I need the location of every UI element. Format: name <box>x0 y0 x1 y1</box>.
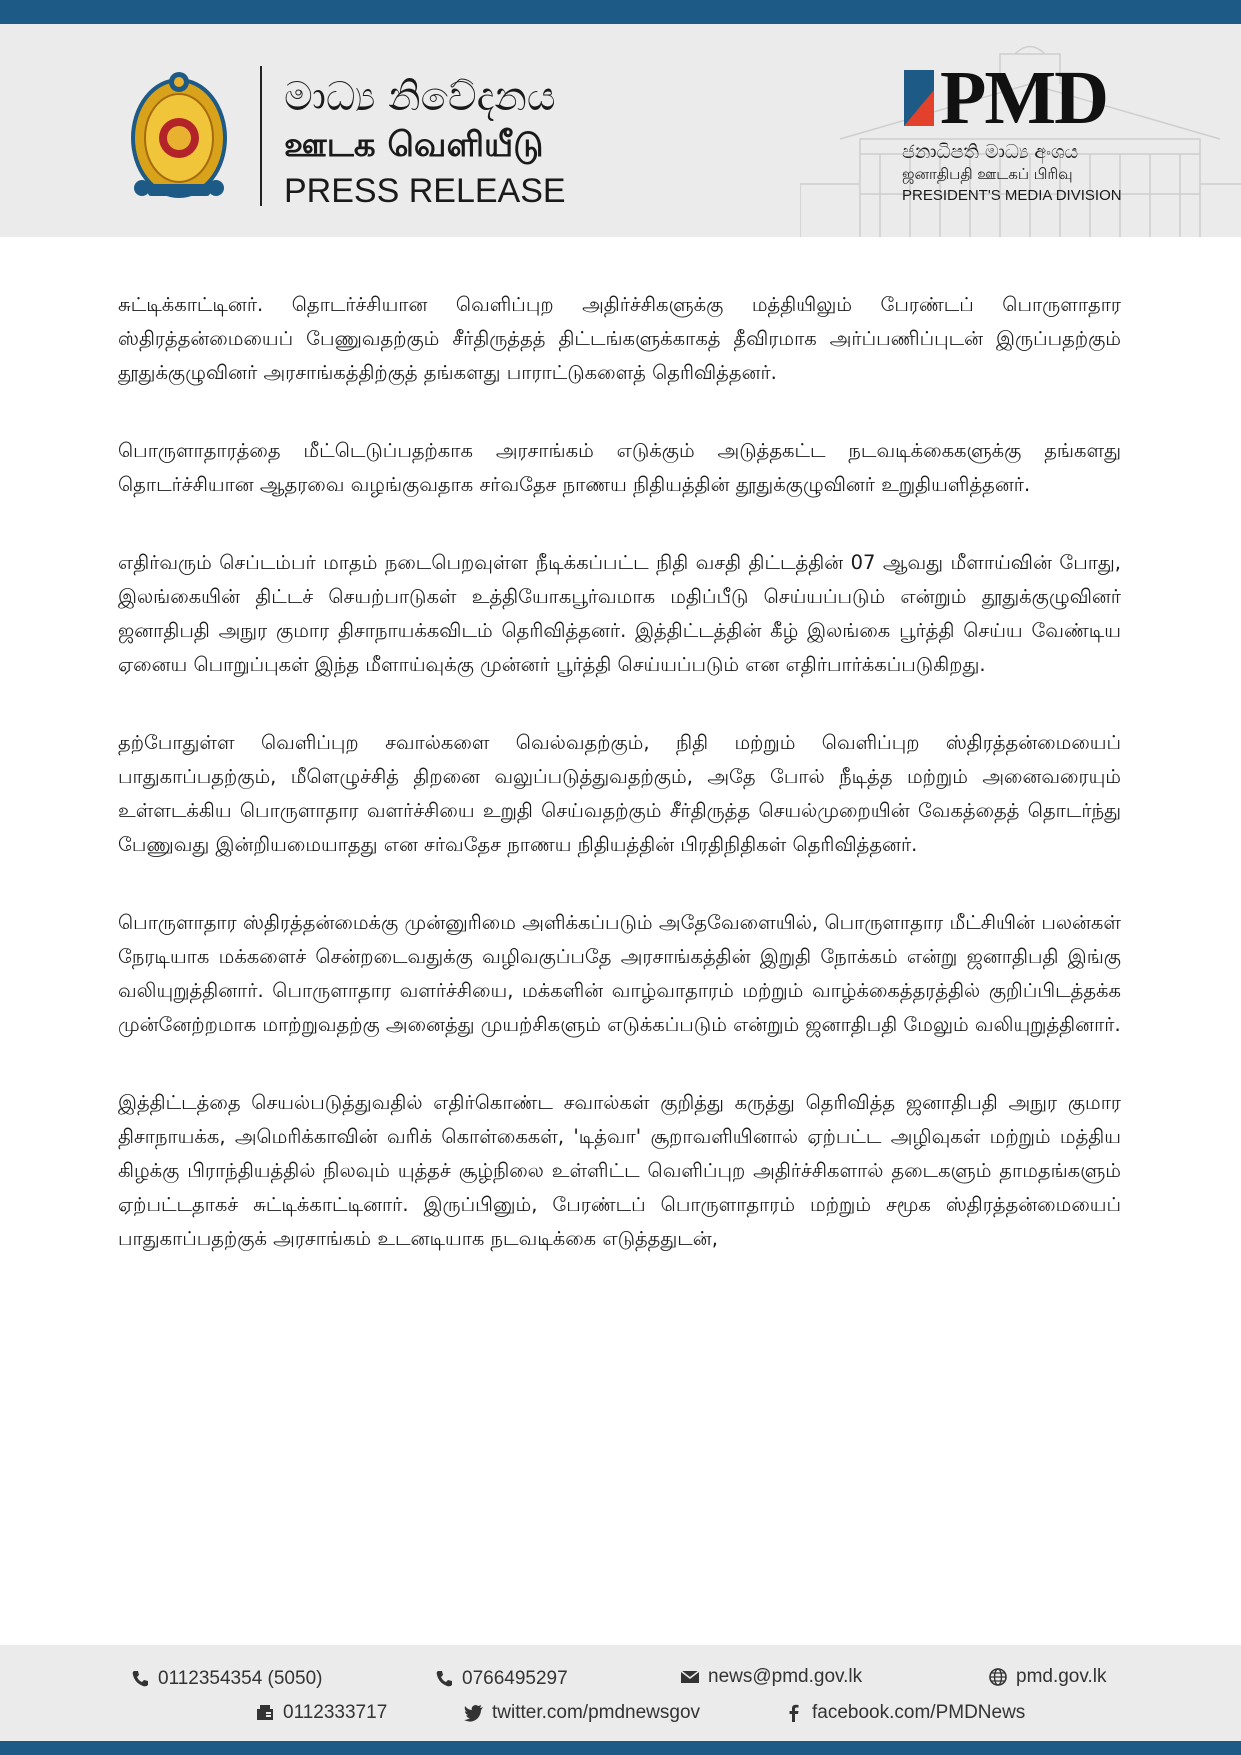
phone-icon <box>434 1669 454 1689</box>
fax-text: 0112333717 <box>283 1702 388 1723</box>
title-tamil: ஊடக வெளியீடு <box>284 125 544 165</box>
contact-phone-1 <box>130 1668 322 1690</box>
mail-icon <box>680 1667 700 1687</box>
body-paragraph: பொருளாதாரத்தை மீட்டெடுப்பதற்காக அரசாங்கம் எடுக்கும் அடுத்தகட்ட நடவடிக்கைகளுக்கு தங்களது தொடர்ச்சியான ஆதரவை வழங்குவதாக சர்வதேச நாணய நிதியத்தின் தூதுக்குழுவினர் உறுதியளித்தனர். <box>118 439 1121 496</box>
phone-1-text: 0112354354 (5050) <box>158 1668 323 1689</box>
contact-footer <box>0 1645 1241 1741</box>
fax-icon <box>255 1703 275 1723</box>
body-paragraph: எதிர்வரும் செப்டம்பர் மாதம் நடைபெறவுள்ள நீடிக்கப்பட்ட நிதி வசதி திட்டத்தின் 07 ஆவது மீளாய்வின் போது, இலங்கையின் திட்டச் செயற்பாடுகள் உத்தியோகபூர்வமாக மதிப்பீடு செய்யப்படும் என்றும் தூதுக்குழுவினர் ஜனாதிபதி அநுர குமார திசாநாயக்கவிடம் தெரிவித்தனர். இத்திட்டத்தின் கீழ் இலங்கை பூர்த்தி செய்ய வேண்டிய ஏனைய பொறுப்புகள் இந்த மீளாய்வுக்கு முன்னர் பூர்த்தி செய்யப்படும் என எதிர்பார்க்கப்படுகிறது. <box>118 551 1121 676</box>
bottom-accent-bar <box>0 1741 1241 1755</box>
division-sinhala: ජනාධිපති මාධ්‍ය අංශය <box>902 141 1079 163</box>
body-paragraph: பொருளாதார ஸ்திரத்தன்மைக்கு முன்னுரிமை அளிக்கப்படும் அதேவேளையில், பொருளாதார மீட்சியின் பலன்கள் நேரடியாக மக்களைச் சென்றடைவதுக்கு வழிவகுப்பதே அரசாங்கத்தின் இறுதி நோக்கம் என்று ஜனாதிபதி இங்கு வலியுறுத்தினார். பொருளாதார வளர்ச்சியை, மக்களின் வாழ்வாதாரம் மற்றும் வாழ்க்கைத்தரத்தில் குறிப்பிடத்தக்க முன்னேற்றமாக மாற்றுவதற்கு அனைத்து முயற்சிகளும் எடுக்கப்படும் என்றும் ஜனாதிபதி மேலும் வலியுறுத்தினார். <box>118 911 1121 1036</box>
division-name <box>902 140 1122 206</box>
body-paragraph: தற்போதுள்ள வெளிப்புற சவால்களை வெல்வதற்கும், நிதி மற்றும் வெளிப்புற ஸ்திரத்தன்மையைப் பாதுகாப்பதற்கும், மீளெழுச்சித் திறனை வலுப்படுத்துவதற்கும், அதே போல் நீடித்த மற்றும் அனைவரையும் உள்ளடக்கிய பொருளாதார வளர்ச்சியை உறுதி செய்வதற்கும் சீர்திருத்த செயல்முறையின் வேகத்தைத் தொடர்ந்து பேணுவது இன்றியமையாதது என சர்வதேச நாணய நிதியத்தின் பிரதிநிதிகள் தெரிவித்தனர். <box>118 731 1121 856</box>
contact-facebook[interactable] <box>784 1702 1025 1724</box>
body-paragraph: இத்திட்டத்தை செயல்படுத்துவதில் எதிர்கொண்ட சவால்கள் குறித்து கருத்து தெரிவித்த ஜனாதிபதி அநுர குமார திசாநாயக்க, அமெரிக்காவின் வரிக் கொள்கைகள், 'டித்வா' சூறாவளியினால் ஏற்பட்ட அழிவுகள் மற்றும் மத்திய கிழக்கு பிராந்தியத்தில் நிலவும் யுத்தச் சூழ்நிலை உள்ளிட்ட வெளிப்புற அதிர்ச்சிகளால் தடைகளும் தாமதங்களும் ஏற்பட்டதாகச் சுட்டிக்காட்டினார். இருப்பினும், பேரண்டப் பொருளாதாரம் மற்றும் சமூக ஸ்திரத்தன்மையைப் பாதுகாப்பதற்குக் அரசாங்கம் உடனடியாக நடவடிக்கை எடுத்ததுடன், <box>118 1091 1121 1250</box>
top-accent-bar <box>0 0 1241 24</box>
contact-website[interactable] <box>988 1666 1106 1688</box>
phone-2-text: 0766495297 <box>462 1668 568 1689</box>
website-text: pmd.gov.lk <box>1016 1666 1107 1687</box>
email-text: news@pmd.gov.lk <box>708 1666 863 1687</box>
title-sinhala: මාධ්‍ය නිවේදනය <box>284 74 556 120</box>
contact-email[interactable] <box>680 1666 862 1688</box>
press-release-title <box>284 72 566 214</box>
contact-fax <box>255 1702 387 1724</box>
pmd-logo <box>904 56 1108 144</box>
contact-phone-2 <box>434 1668 568 1690</box>
sri-lanka-emblem-icon <box>128 64 230 204</box>
header-divider <box>260 66 262 206</box>
phone-icon <box>130 1669 150 1689</box>
pmd-logo-mark-icon <box>904 70 934 126</box>
contact-twitter[interactable] <box>464 1702 700 1724</box>
globe-icon <box>988 1667 1008 1687</box>
twitter-text: twitter.com/pmdnewsgov <box>492 1702 701 1723</box>
facebook-icon <box>784 1703 804 1723</box>
title-english: PRESS RELEASE <box>284 172 566 210</box>
body-paragraph: சுட்டிக்காட்டினர். தொடர்ச்சியான வெளிப்புற அதிர்ச்சிகளுக்கு மத்தியிலும் பேரண்டப் பொருளாதார ஸ்திரத்தன்மையைப் பேணுவதற்கும் சீர்திருத்தத் திட்டங்களுக்காகத் தீவிரமாக அர்ப்பணிப்புடன் இருப்பதற்கும் தூதுக்குழுவினர் அரசாங்கத்திற்குத் தங்களது பாராட்டுகளைத் தெரிவித்தனர். <box>118 293 1121 384</box>
division-tamil: ஜனாதிபதி ஊடகப் பிரிவு <box>902 165 1073 183</box>
twitter-icon <box>464 1703 484 1723</box>
pmd-logo-text: PMD <box>940 56 1108 140</box>
facebook-text: facebook.com/PMDNews <box>812 1702 1026 1723</box>
press-release-body <box>118 288 1121 1300</box>
letterhead <box>0 24 1241 237</box>
division-english: PRESIDENT'S MEDIA DIVISION <box>902 187 1122 204</box>
